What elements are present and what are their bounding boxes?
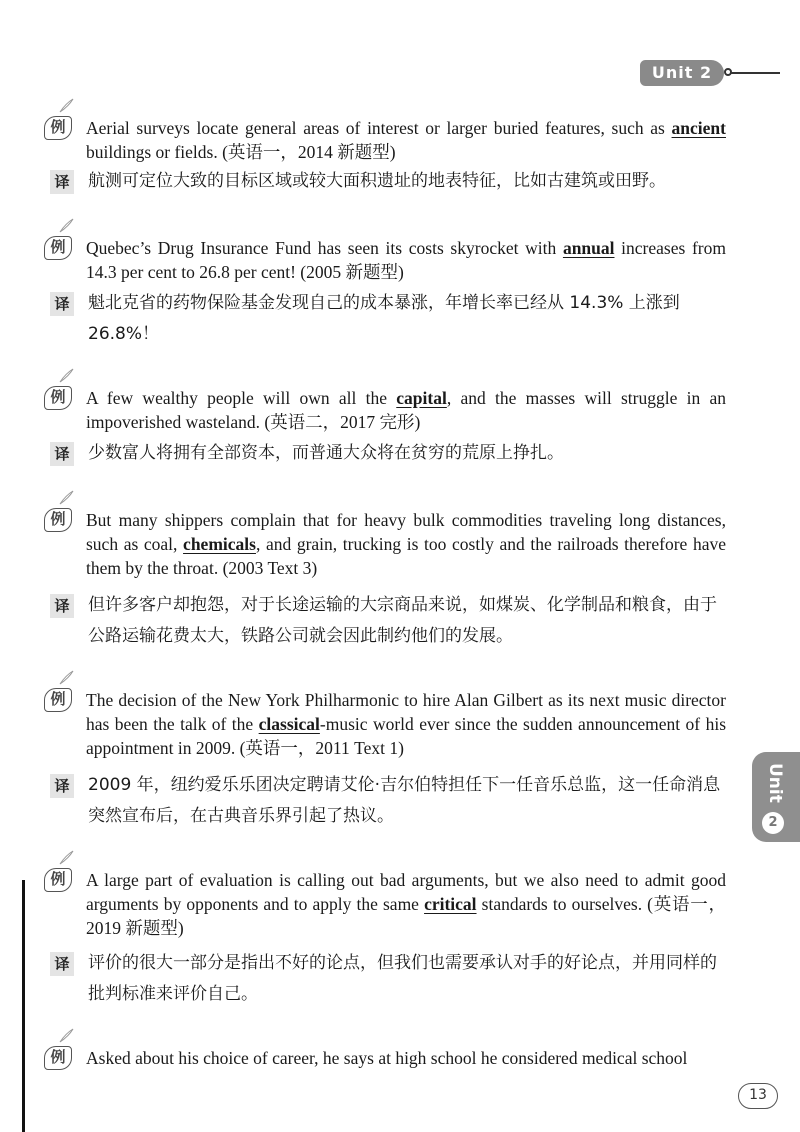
example-icon: 例 <box>44 114 74 140</box>
feather-icon <box>58 1028 74 1044</box>
feather-icon <box>58 670 74 686</box>
example-icon: 例 <box>44 384 74 410</box>
keyword: capital <box>396 388 447 408</box>
feather-icon <box>58 368 74 384</box>
feather-icon <box>58 218 74 234</box>
translation-icon: 译 <box>50 170 74 194</box>
keyword: critical <box>424 894 477 914</box>
keyword: ancient <box>671 118 726 138</box>
example-chinese: 评价的很大一部分是指出不好的论点，但我们也需要承认对手的好论点，并用同样的批判标准来评价自己。 <box>88 953 717 1004</box>
unit-badge: Unit 2 <box>640 60 724 86</box>
keyword: classical <box>258 714 320 734</box>
example-chinese: 2009 年，纽约爱乐乐团决定聘请艾伦·吉尔伯特担任下一任音乐总监，这一任命消息突然宣布后，在古典音乐界引起了热议。 <box>88 775 721 826</box>
example-icon: 例 <box>44 506 74 532</box>
side-unit-tab <box>752 752 800 842</box>
example-chinese: 少数富人将拥有全部资本，而普通大众将在贫穷的荒原上挣扎。 <box>88 443 564 463</box>
translation-icon: 译 <box>50 952 74 976</box>
example-icon: 例 <box>44 866 74 892</box>
example-icon: 例 <box>44 686 74 712</box>
header-rule <box>728 72 780 74</box>
feather-icon <box>58 850 74 866</box>
keyword: annual <box>562 238 615 258</box>
example-icon: 例 <box>44 234 74 260</box>
example-icon: 例 <box>44 1044 74 1070</box>
feather-icon <box>58 98 74 114</box>
side-tab-number: 2 <box>762 812 784 834</box>
example-english: Asked about his choice of career, he says at high school he considered medical school <box>86 1048 688 1068</box>
feather-icon <box>58 490 74 506</box>
example-english: A large part of evaluation is calling out bad arguments, but we also need to admit good arguments by opponents and to apply the same critical standards to ourselves. (英语一，2019 新题型) <box>86 870 726 938</box>
translation-icon: 译 <box>50 774 74 798</box>
translation-icon: 译 <box>50 594 74 618</box>
translation-icon: 译 <box>50 442 74 466</box>
example-chinese: 魁北克省的药物保险基金发现自己的成本暴涨，年增长率已经从 14.3% 上涨到 26.8%！ <box>88 293 680 344</box>
example-english: The decision of the New York Philharmonic to hire Alan Gilbert as its next music director has been the talk of the classical-music world ever since the sudden announcement of his appointment in 2009. (英语一，2011 Text 1) <box>86 690 726 758</box>
page-number: 13 <box>738 1083 778 1109</box>
example-english: Aerial surveys locate general areas of interest or larger buried features, such as ancient buildings or fields. (英语一，2014 新题型) <box>86 118 726 162</box>
example-english: Quebec’s Drug Insurance Fund has seen its costs skyrocket with annual increases from 14.3 per cent to 26.8 per cent! (2005 新题型) <box>86 238 726 282</box>
translation-icon: 译 <box>50 292 74 316</box>
side-tab-label: Unit <box>765 763 785 803</box>
header-rule-dot <box>724 68 732 76</box>
left-margin-rule <box>22 880 25 1132</box>
example-english: A few wealthy people will own all the capital, and the masses will struggle in an impoverished wasteland. (英语二，2017 完形) <box>86 388 726 432</box>
example-english: But many shippers complain that for heavy bulk commodities traveling long distances, such as coal, chemicals, and grain, trucking is too costly and the railroads therefore have them by the throat. (2003 Text 3) <box>86 510 726 578</box>
keyword: chemicals <box>183 534 256 554</box>
example-chinese: 但许多客户却抱怨，对于长途运输的大宗商品来说，如煤炭、化学制品和粮食，由于公路运输花费太大，铁路公司就会因此制约他们的发展。 <box>88 595 717 646</box>
example-chinese: 航测可定位大致的目标区域或较大面积遗址的地表特征，比如古建筑或田野。 <box>88 171 666 191</box>
